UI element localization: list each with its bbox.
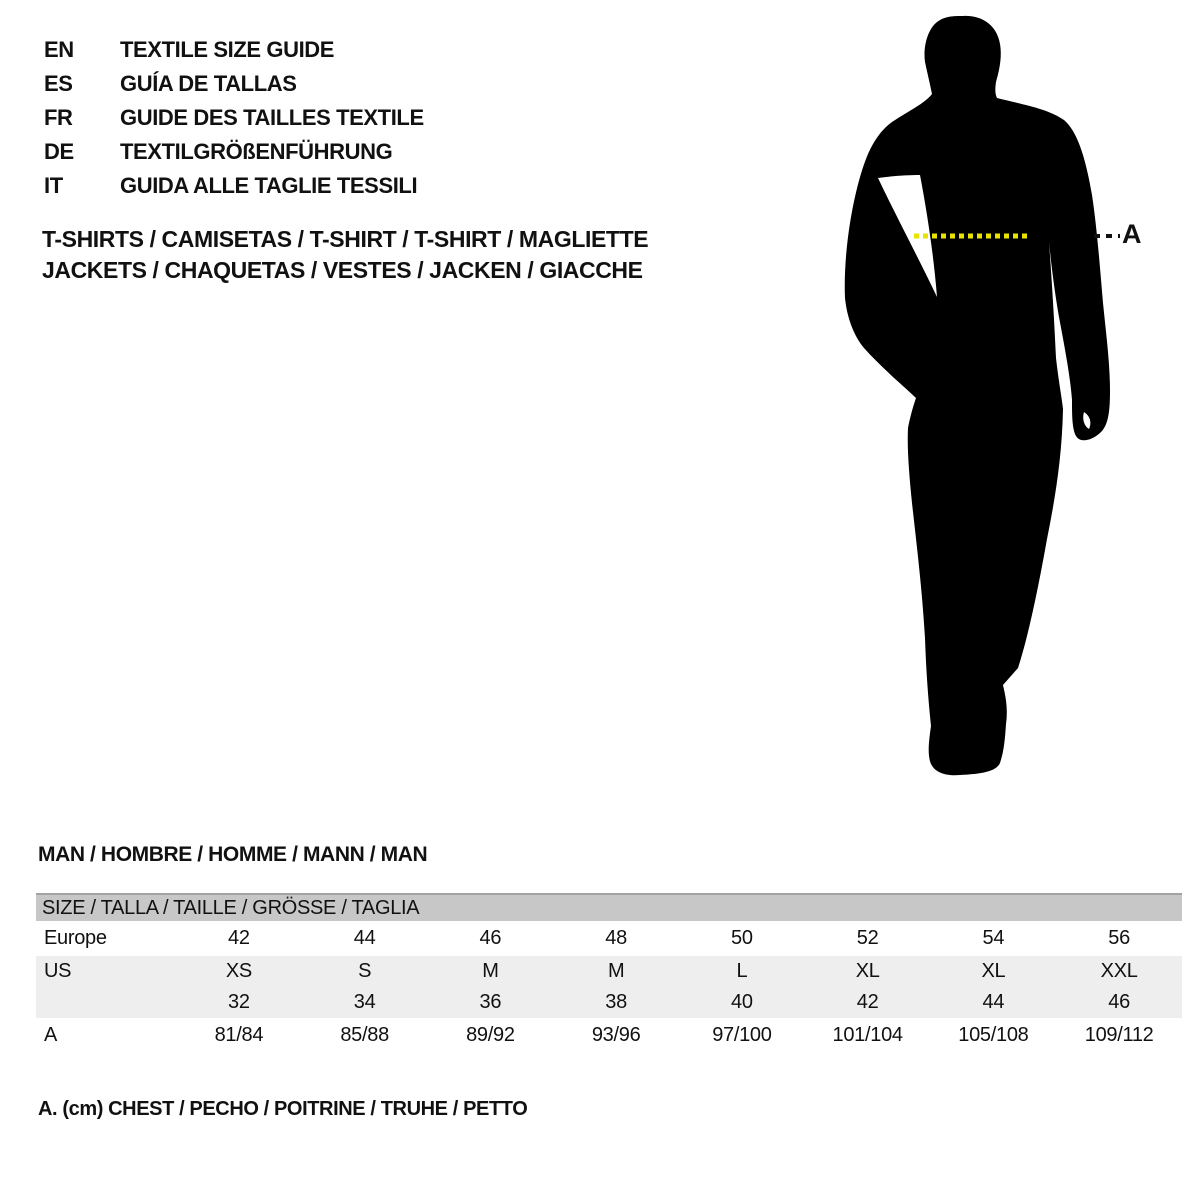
man-silhouette-shape (845, 16, 1110, 775)
size-cell: XXL (1056, 956, 1182, 987)
row-label: Europe (36, 921, 176, 956)
size-cell: 89/92 (428, 1018, 554, 1053)
size-cell: 101/104 (805, 1018, 931, 1053)
language-code: EN (44, 37, 74, 62)
size-cell: 46 (428, 921, 554, 956)
chest-marker-label: A (1122, 219, 1142, 249)
size-cell: 85/88 (302, 1018, 428, 1053)
row-label: A (36, 1018, 176, 1053)
size-cell: 93/96 (553, 1018, 679, 1053)
size-cell: 38 (553, 987, 679, 1018)
size-cell: 36 (428, 987, 554, 1018)
language-row-es (44, 67, 424, 101)
size-table (36, 893, 1182, 1053)
category-lines (42, 224, 648, 286)
table-row-us (36, 956, 1182, 987)
size-cell: 52 (805, 921, 931, 956)
size-cell: 32 (176, 987, 302, 1018)
size-cell: 42 (805, 987, 931, 1018)
size-cell: 44 (302, 921, 428, 956)
size-cell: 48 (553, 921, 679, 956)
size-cell: 97/100 (679, 1018, 805, 1053)
size-cell: M (553, 956, 679, 987)
row-label: US (36, 956, 176, 987)
size-cell: 40 (679, 987, 805, 1018)
size-cell: 109/112 (1056, 1018, 1182, 1053)
size-cell: XL (805, 956, 931, 987)
category-line-jackets: JACKETS / CHAQUETAS / VESTES / JACKEN / GIACCHE (42, 257, 643, 283)
size-cell: 56 (1056, 921, 1182, 956)
table-row-numeric (36, 987, 1182, 1018)
language-code: FR (44, 105, 73, 130)
guide-title: GUIDE DES TAILLES TEXTILE (120, 105, 424, 130)
table-row-chest (36, 1018, 1182, 1053)
man-silhouette-figure (840, 8, 1130, 780)
size-cell: XL (931, 956, 1057, 987)
size-cell: 44 (931, 987, 1057, 1018)
size-cell: 54 (931, 921, 1057, 956)
row-label (36, 987, 176, 1018)
table-row-europe (36, 921, 1182, 956)
language-row-en (44, 33, 424, 67)
size-cell: 46 (1056, 987, 1182, 1018)
size-cell: 105/108 (931, 1018, 1057, 1053)
guide-title: GUÍA DE TALLAS (120, 71, 297, 96)
language-row-fr (44, 101, 424, 135)
table-section-title: MAN / HOMBRE / HOMME / MANN / MAN (38, 843, 428, 866)
size-table-header: SIZE / TALLA / TAILLE / GRÖSSE / TAGLIA (36, 894, 1182, 921)
size-cell: S (302, 956, 428, 987)
size-cell: M (428, 956, 554, 987)
language-row-de (44, 135, 424, 169)
language-code: DE (44, 139, 74, 164)
size-table-header-row (36, 894, 1182, 921)
guide-title: TEXTILGRÖßENFÜHRUNG (120, 139, 393, 164)
size-cell: 50 (679, 921, 805, 956)
measurement-footnote: A. (cm) CHEST / PECHO / POITRINE / TRUHE / PETTO (38, 1098, 528, 1120)
guide-title: GUIDA ALLE TAGLIE TESSILI (120, 173, 418, 198)
category-line-tshirts: T-SHIRTS / CAMISETAS / T-SHIRT / T-SHIRT / MAGLIETTE (42, 226, 649, 252)
size-cell: L (679, 956, 805, 987)
size-cell: 34 (302, 987, 428, 1018)
size-cell: 42 (176, 921, 302, 956)
language-code: IT (44, 173, 63, 198)
language-title-list (44, 33, 424, 203)
size-cell: XS (176, 956, 302, 987)
guide-title: TEXTILE SIZE GUIDE (120, 37, 335, 62)
language-row-it (44, 169, 424, 203)
language-code: ES (44, 71, 73, 96)
size-cell: 81/84 (176, 1018, 302, 1053)
